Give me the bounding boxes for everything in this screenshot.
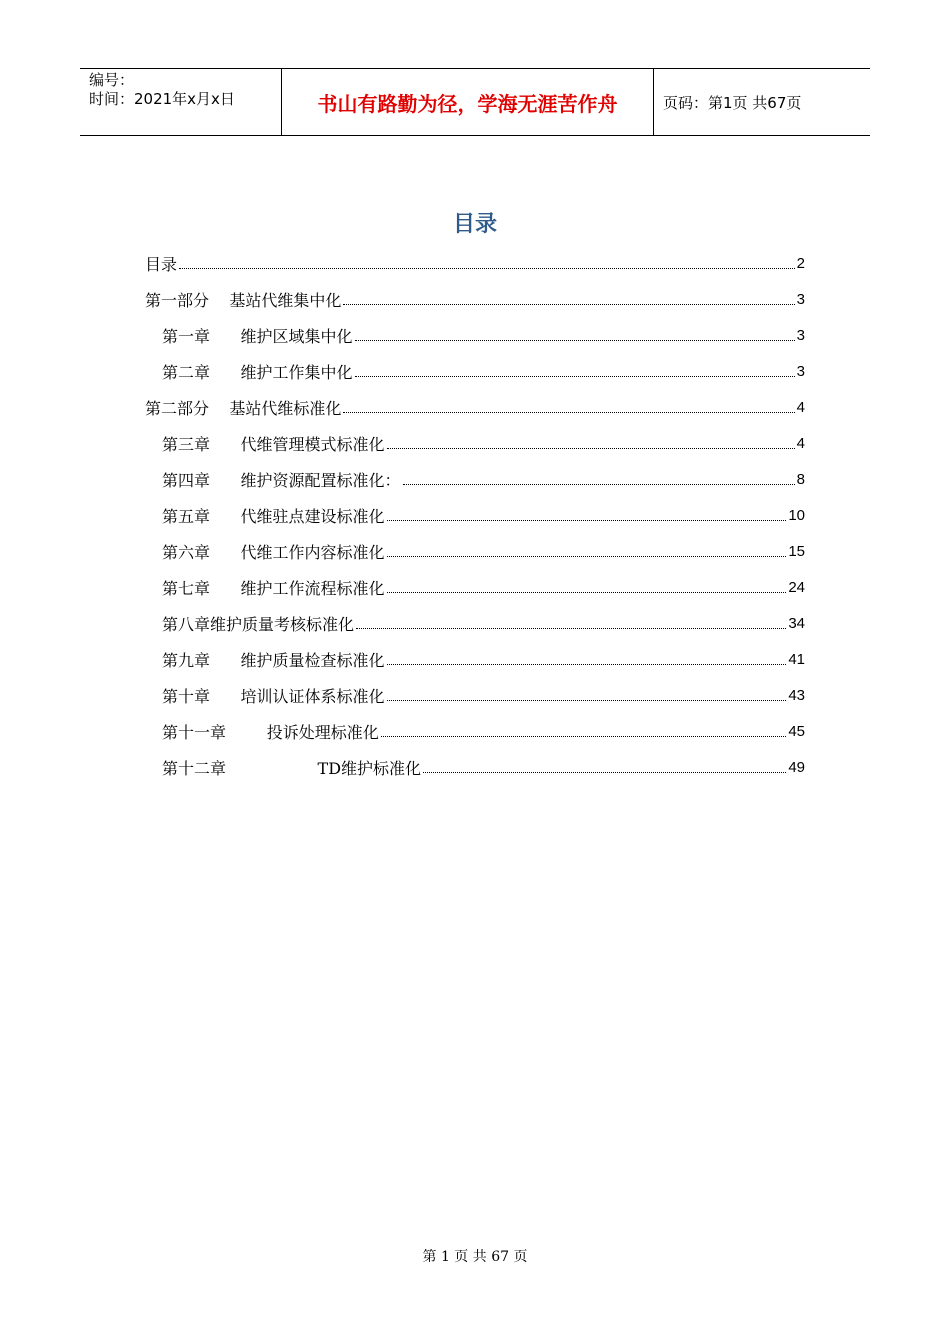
toc-entry-page: 8 (796, 470, 805, 488)
page-header (80, 68, 870, 136)
toc-entry[interactable] (145, 281, 805, 317)
toc-entry[interactable] (162, 461, 805, 497)
toc-leader-dots (381, 724, 787, 737)
toc-leader-dots (387, 508, 787, 521)
header-motto: 书山有路勤为径，学海无涯苦作舟 (281, 69, 654, 135)
toc-entry-page: 41 (788, 650, 805, 668)
toc-leader-dots (387, 652, 787, 665)
toc-entry[interactable] (162, 677, 805, 713)
toc-entry-page: 24 (788, 578, 805, 596)
toc-entry-label: 第一章 维护区域集中化 (162, 326, 353, 346)
toc-entry[interactable] (145, 245, 805, 281)
toc-entry[interactable] (145, 389, 805, 425)
toc-leader-dots (356, 616, 786, 629)
toc-entry-page: 34 (788, 614, 805, 632)
toc-entry-label: 第九章 维护质量检查标准化 (162, 650, 385, 670)
toc-entry-label: 第二章 维护工作集中化 (162, 362, 353, 382)
toc-entry-label: 第四章 维护资源配置标准化： (162, 470, 401, 490)
document-time-label: 时间：2021年x月x日 (89, 90, 235, 108)
document-number-label: 编号： (89, 71, 135, 89)
toc-leader-dots (387, 688, 787, 701)
toc-leader-dots (355, 364, 795, 377)
toc-entry-label: 第十一章 投诉处理标准化 (162, 722, 379, 742)
toc-entry[interactable] (162, 317, 805, 353)
toc-leader-dots (403, 472, 795, 485)
toc-leader-dots (343, 292, 794, 305)
toc-entry[interactable] (162, 497, 805, 533)
toc-leader-dots (179, 256, 795, 269)
toc-leader-dots (387, 436, 795, 449)
toc-entry-page: 45 (788, 722, 805, 740)
toc-entry[interactable] (162, 569, 805, 605)
toc-entry-label: 第三章 代维管理模式标准化 (162, 434, 385, 454)
toc-entry-page: 4 (796, 434, 805, 452)
toc-entry[interactable] (162, 749, 805, 785)
toc-entry-page: 10 (788, 506, 805, 524)
toc-leader-dots (387, 580, 787, 593)
toc-entry-label: 第五章 代维驻点建设标准化 (162, 506, 385, 526)
toc-entry-label: 第十章 培训认证体系标准化 (162, 686, 385, 706)
toc-entry-label: 第七章 维护工作流程标准化 (162, 578, 385, 598)
toc-entry[interactable] (162, 533, 805, 569)
toc-leader-dots (423, 760, 786, 773)
toc-entry-label: 目录 (145, 254, 178, 274)
header-page-info: 页码：第1页 共67页 (663, 93, 802, 112)
toc-leader-dots (387, 544, 787, 557)
toc-entry[interactable] (162, 713, 805, 749)
toc-entry[interactable] (162, 605, 805, 641)
toc-entry-page: 3 (796, 326, 805, 344)
toc-entry-label: 第二部分 基站代维标准化 (145, 398, 342, 418)
toc-entry-page: 3 (796, 290, 805, 308)
toc-entry-page: 3 (796, 362, 805, 380)
toc-entry[interactable] (162, 353, 805, 389)
toc-entry-label: 第六章 代维工作内容标准化 (162, 542, 385, 562)
toc-entry-label: 第八章维护质量考核标准化 (162, 614, 355, 634)
toc-entry-page: 2 (796, 254, 805, 272)
toc-entry-page: 4 (796, 398, 805, 416)
toc-entry[interactable] (162, 641, 805, 677)
toc-entry-label: 第十二章 TD维护标准化 (162, 758, 422, 778)
toc-entry-label: 第一部分 基站代维集中化 (145, 290, 342, 310)
toc-entry[interactable] (162, 425, 805, 461)
toc-title: 目录 (452, 212, 497, 237)
page-footer: 第 1 页 共 67 页 (422, 1249, 528, 1265)
toc-entry-page: 15 (788, 542, 805, 560)
toc-leader-dots (355, 328, 795, 341)
toc-entry-page: 43 (788, 686, 805, 704)
toc-leader-dots (343, 400, 794, 413)
toc-entry-page: 49 (788, 758, 805, 776)
header-meta (80, 69, 281, 135)
